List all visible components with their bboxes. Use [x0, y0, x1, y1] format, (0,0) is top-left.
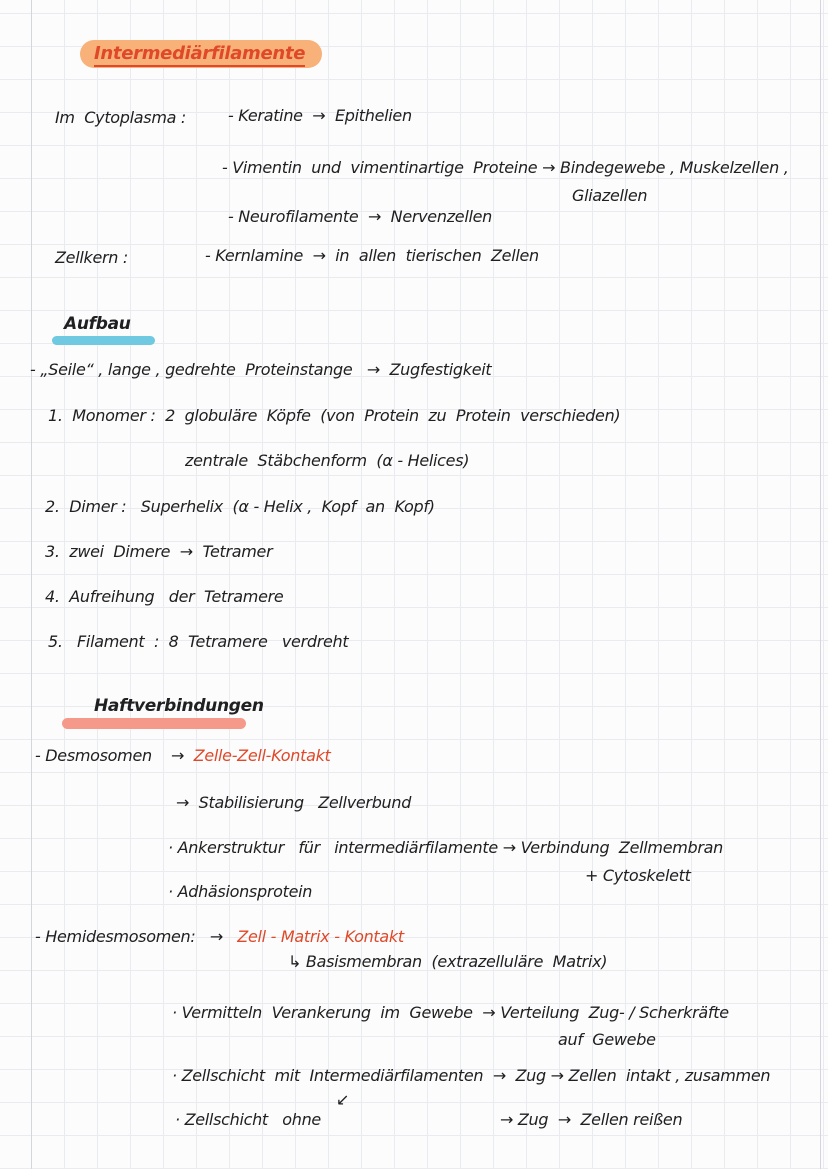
line-hemidesmosomen [35, 927, 404, 947]
heading-aufbau [64, 314, 131, 334]
heading-haftverbindungen [94, 696, 264, 716]
text-segment: - Kernlamine → in allen tierischen Zellen [205, 246, 539, 265]
text-segment: auf Gewebe [558, 1030, 656, 1049]
aufbau-underline-highlight [52, 336, 155, 345]
haftverbindungen-underline-highlight [62, 718, 246, 729]
line-stabilisierung [176, 793, 411, 813]
line-monomer [48, 406, 620, 426]
text-segment: Im Cytoplasma : [55, 108, 186, 127]
text-segment: Gliazellen [572, 186, 648, 205]
text-segment: Zellkern : [55, 248, 129, 267]
line-dimer [45, 497, 435, 517]
line-cytoskelett [585, 866, 691, 886]
text-segment: - Neurofilamente → Nervenzellen [228, 207, 493, 226]
text-segment: 3. zwei Dimere → Tetramer [45, 542, 273, 561]
left-margin-line [31, 0, 32, 1169]
reference-arrow [336, 1090, 349, 1110]
line-tetramer [45, 542, 272, 562]
line-monomer-2 [185, 451, 469, 471]
text-segment: Zell - Matrix - Kontakt [237, 927, 404, 946]
line-basismembran [288, 952, 607, 972]
line-kernlamine [205, 246, 539, 266]
line-zellschicht-mit [172, 1066, 770, 1086]
text-segment: Aufbau [64, 314, 131, 334]
text-segment: ↳ Basismembran (extrazelluläre Matrix) [288, 952, 608, 971]
text-segment: - Keratine → Epithelien [228, 106, 412, 125]
text-segment: Intermediärfilamente [94, 43, 305, 67]
text-segment: 2. Dimer : Superhelix (α - Helix , Kopf an Kopf) [45, 497, 435, 516]
text-segment: · Ankerstruktur für intermediärfilamente → Verbindung Zellmembran [168, 838, 724, 857]
text-segment: Haftverbindungen [94, 696, 264, 716]
line-cytoplasma-label [55, 108, 186, 128]
text-segment: → Zug → Zellen reißen [500, 1110, 683, 1129]
text-segment: · Zellschicht ohne [175, 1110, 321, 1129]
line-desmosomen [35, 746, 331, 766]
line-neurofilamente [228, 207, 492, 227]
line-seile [30, 360, 491, 380]
line-filament [48, 632, 348, 652]
line-keratine [228, 106, 412, 126]
line-auf-gewebe [558, 1030, 656, 1050]
text-segment: - Desmosomen → [35, 746, 194, 765]
text-segment: 4. Aufreihung der Tetramere [45, 587, 284, 606]
line-zellkern-label [55, 248, 128, 268]
line-gliazellen [572, 186, 647, 206]
text-segment: + Cytoskelett [585, 866, 691, 885]
text-segment: 1. Monomer : 2 globuläre Köpfe (von Protein zu Protein verschieden) [48, 406, 621, 425]
line-adhaesionsprotein [168, 882, 312, 902]
text-segment: - Hemidesmosomen: → [35, 927, 238, 946]
line-zellschicht-ohne [175, 1110, 321, 1130]
line-ankerstruktur [168, 838, 723, 858]
line-zug-reissen [500, 1110, 682, 1130]
text-segment: → Stabilisierung Zellverbund [176, 793, 412, 812]
line-vermitteln [172, 1003, 729, 1023]
text-segment: · Adhäsionsprotein [168, 882, 313, 901]
text-segment: · Vermitteln Verankerung im Gewebe → Verteilung Zug- / Scherkräfte [172, 1003, 729, 1022]
text-segment: · Zellschicht mit Intermediärfilamenten → Zug → Zellen intakt , zusammen [172, 1066, 771, 1085]
line-aufreihung [45, 587, 283, 607]
text-segment: Zelle-Zell-Kontakt [193, 746, 331, 765]
text-segment: 5. Filament : 8 Tetramere verdreht [48, 632, 349, 651]
right-margin-line [820, 0, 821, 1169]
text-segment: - „Seile“ , lange , gedrehte Proteinstange → Zugfestigkeit [30, 360, 492, 379]
page-title [94, 44, 305, 64]
line-vimentin [222, 158, 789, 178]
text-segment: - Vimentin und vimentinartige Proteine → Bindegewebe , Muskelzellen , [222, 158, 789, 177]
text-segment: ↙ [336, 1090, 350, 1109]
text-segment: zentrale Stäbchenform (α - Helices) [185, 451, 470, 470]
